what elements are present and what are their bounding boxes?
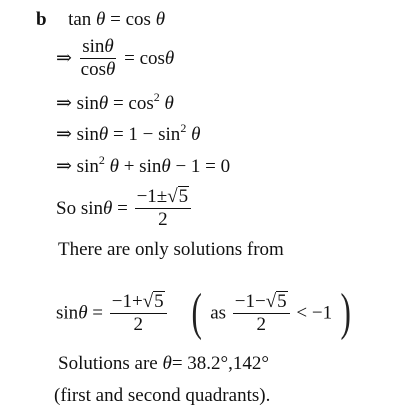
fraction-numerator: −1±√5 [135,186,192,209]
line-10: (first and second quadrants). [54,385,271,406]
implies-arrow: ⇒ [56,93,72,114]
theta-symbol: θ [164,47,175,69]
fraction-denominator: 2 [133,313,143,335]
implies-arrow: ⇒ [56,156,72,177]
tan-fn: tan [68,9,92,30]
square-root: √5 [142,290,164,312]
positive-root-fraction [110,291,167,336]
line-9: Solutions are θ= 38.2°,142° [58,353,270,374]
line-2 [56,36,174,81]
square-root: √5 [167,186,189,207]
equals-sign: = [110,9,121,30]
line-3: ⇒ $\sin\theta = \cos^2 \theta$ [56,90,174,114]
fraction-denominator: 2 [256,313,266,335]
square-root: √5 [265,290,287,312]
part-label: b [36,9,47,30]
implies-arrow: ⇒ [56,124,72,145]
fraction-denominator: cosθ [80,58,116,80]
right-paren: ) [340,284,351,341]
fraction-numerator: −1+√5 [110,291,167,314]
cos-fn: cos [125,9,151,30]
implies-arrow: ⇒ [56,47,72,69]
line-6: So sinθ = $\frac{-1\pm√5}{2}$ [56,186,193,231]
equals-sign: = [124,47,135,69]
negative-root-fraction [233,291,290,336]
theta-symbol: θ [96,9,106,30]
line-8: sinθ = $\frac{-1+√5}{2}$ ( as $\frac{-1-√5}{2}$ < −1 ) [56,284,351,341]
line-4: ⇒ $\sin\theta = 1 - \sin^2 \theta$ [56,121,201,145]
fraction-denominator: 2 [158,208,168,230]
left-paren: ( [191,284,202,341]
theta-symbol: θ [155,9,166,30]
fraction-numerator: −1−√5 [233,291,290,314]
line-5: ⇒ $\sin^2 \theta + \sin\theta - 1 = 0$ [56,153,231,177]
sin-over-cos-fraction [79,36,118,81]
fraction-numerator: sinθ [82,36,114,57]
line-7: There are only solutions from [58,239,284,260]
line-1 [36,10,165,29]
cos-fn: cos [139,47,165,69]
solution-fraction [135,186,192,231]
